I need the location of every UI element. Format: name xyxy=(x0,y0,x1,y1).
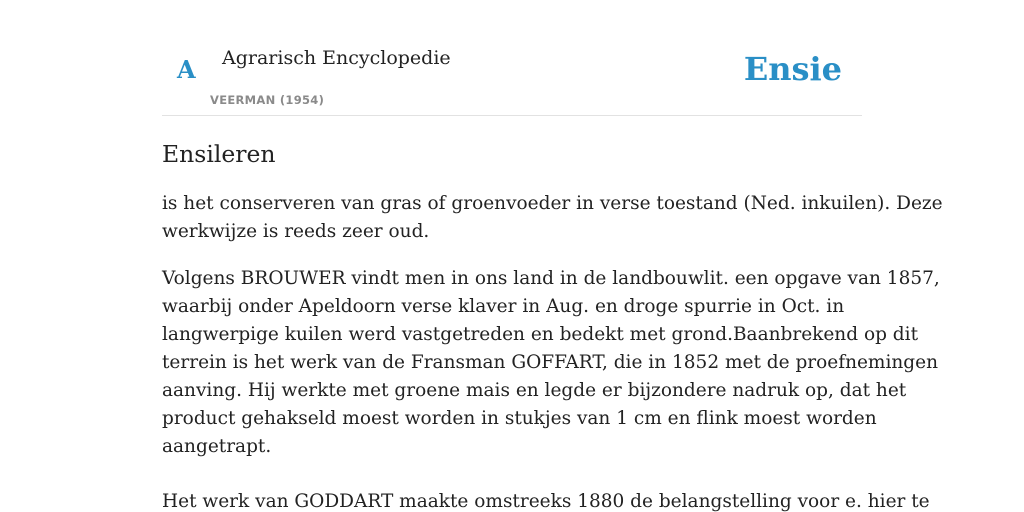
header xyxy=(162,30,862,116)
paragraph-line: langwerpige kuilen werd vastgetreden en bedekt met grond.Baanbrekend op dit xyxy=(162,324,918,345)
entry-paragraph-2 xyxy=(162,265,940,461)
entry-content xyxy=(162,136,943,512)
ensie-logo[interactable]: Ensie xyxy=(743,50,842,88)
paragraph-line: aangetrapt. xyxy=(162,436,272,457)
entry-paragraph-3 xyxy=(162,488,930,512)
paragraph-line: Volgens BROUWER vindt men in ons land in de landbouwlit. een opgave van 1857, xyxy=(162,268,940,289)
paragraph-line: werkwijze is reeds zeer oud. xyxy=(162,221,430,242)
paragraph-line: terrein is het werk van de Fransman GOFFART, die in 1852 met de proefnemingen xyxy=(162,352,939,373)
book-logo-icon[interactable]: A xyxy=(177,55,196,84)
paragraph-line: aanving. Hij werkte met groene mais en legde er bijzondere nadruk op, dat het xyxy=(162,380,907,401)
paragraph-line: waarbij onder Apeldoorn verse klaver in Aug. en droge spurrie in Oct. in xyxy=(162,296,845,317)
book-title[interactable]: Agrarisch Encyclopedie xyxy=(222,47,451,69)
entry-title: Ensileren xyxy=(162,140,276,168)
paragraph-line: Het werk van GODDART maakte omstreeks 1880 de belangstelling voor e. hier te xyxy=(162,491,930,512)
paragraph-line: product gehakseld moest worden in stukjes van 1 cm en flink moest worden xyxy=(162,408,877,429)
book-author-year: VEERMAN (1954) xyxy=(210,93,325,107)
paragraph-line: is het conserveren van gras of groenvoeder in verse toestand (Ned. inkuilen). Deze xyxy=(162,193,943,214)
entry-paragraph-1 xyxy=(162,190,943,246)
